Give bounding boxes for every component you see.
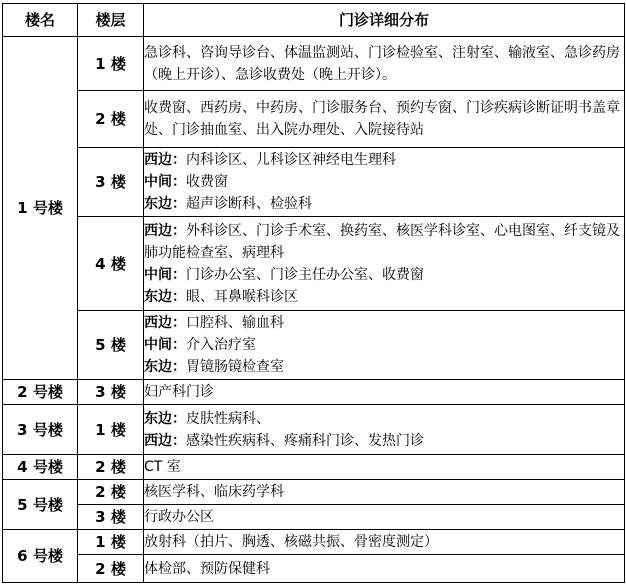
detail-line (144, 171, 624, 193)
zone-label: 东边： (144, 359, 186, 375)
table-row (3, 480, 625, 505)
zone-label: 西边： (144, 152, 186, 168)
detail-line (144, 149, 624, 171)
floor-label: 5 楼 (78, 311, 144, 380)
floor-detail (144, 455, 625, 480)
detail-line (144, 264, 624, 286)
table-row (3, 555, 625, 583)
detail-text: 收费窗 (186, 174, 228, 190)
detail-line (144, 356, 624, 378)
detail-text: 放射科（拍片、胸透、核磁共振、骨密度测定） (144, 534, 438, 550)
floor-label: 2 楼 (78, 455, 144, 480)
zone-label: 中间： (144, 337, 186, 353)
detail-text: 感染性疾病科、疼痛科门诊、发热门诊 (186, 432, 424, 449)
table-row (3, 91, 625, 148)
detail-text: 内科诊区、儿科诊区神经电生理科 (186, 152, 396, 168)
building-name: 1 号楼 (3, 37, 78, 380)
floor-detail (144, 480, 625, 505)
detail-text: 核医学科、临床药学科 (144, 484, 284, 500)
floor-label: 4 楼 (78, 217, 144, 311)
detail-text: 超声诊断科、检验科 (186, 196, 312, 212)
floor-detail (144, 505, 625, 530)
zone-label: 东边： (144, 410, 186, 427)
floor-label: 2 楼 (78, 480, 144, 505)
detail-text: 胃镜肠镜检查室 (186, 359, 284, 375)
zone-label: 东边： (144, 196, 186, 212)
zone-label: 西边： (144, 222, 186, 239)
detail-text: 口腔科、输血科 (186, 315, 284, 331)
floor-label: 3 楼 (78, 380, 144, 405)
floor-label: 3 楼 (78, 148, 144, 217)
floor-label: 2 楼 (78, 91, 144, 148)
detail-line (144, 430, 624, 452)
zone-label: 西边： (144, 432, 186, 449)
building-name: 2 号楼 (3, 380, 78, 405)
zone-label: 西边： (144, 315, 186, 331)
detail-text: 介入治疗室 (186, 337, 256, 353)
floor-detail (144, 217, 625, 311)
detail-text: 收费窗、西药房、中药房、门诊服务台、预约专窗、门诊疾病诊断证明书盖章处、门诊抽血室、出入院办理处、入院接待站 (144, 100, 620, 138)
floor-label: 3 楼 (78, 505, 144, 530)
building-name: 5 号楼 (3, 480, 78, 530)
table-row (3, 505, 625, 530)
detail-line (144, 286, 624, 308)
building-name: 3 号楼 (3, 405, 78, 455)
floor-detail (144, 555, 625, 583)
detail-line (144, 408, 624, 430)
detail-line (144, 220, 624, 264)
hospital-directory-table (2, 3, 625, 583)
detail-text: 门诊办公室、门诊主任办公室、收费窗 (186, 266, 424, 283)
zone-label: 中间： (144, 266, 186, 283)
detail-line (144, 193, 624, 215)
header-building: 楼名 (3, 4, 78, 37)
header-floor: 楼层 (78, 4, 144, 37)
table-row (3, 530, 625, 555)
table-row (3, 37, 625, 91)
detail-text: 急诊科、咨询导诊台、体温监测站、门诊检验室、注射室、输液室、急诊药房（晚上开诊）、急诊收费处（晚上开诊）。 (144, 44, 620, 83)
floor-detail (144, 530, 625, 555)
floor-label: 2 楼 (78, 555, 144, 583)
table-row (3, 217, 625, 311)
detail-text: 外科诊区、门诊手术室、换药室、核医学科诊室、心电图室、纤支镜及肺功能检查室、病理科 (144, 222, 620, 261)
table-row (3, 148, 625, 217)
table-row (3, 455, 625, 480)
floor-detail (144, 380, 625, 405)
floor-detail (144, 405, 625, 455)
floor-detail (144, 148, 625, 217)
header-detail: 门诊详细分布 (144, 4, 625, 37)
floor-label: 1 楼 (78, 37, 144, 91)
floor-detail (144, 311, 625, 380)
detail-line (144, 312, 624, 334)
detail-text: 体检部、预防保健科 (144, 560, 270, 577)
table-row (3, 311, 625, 380)
zone-label: 东边： (144, 288, 186, 305)
detail-text: 皮肤性病科、 (186, 410, 270, 427)
building-name: 4 号楼 (3, 455, 78, 480)
header-row (3, 4, 625, 37)
floor-label: 1 楼 (78, 530, 144, 555)
detail-line (144, 334, 624, 356)
building-name: 6 号楼 (3, 530, 78, 583)
detail-text: 妇产科门诊 (144, 384, 214, 400)
table-row (3, 405, 625, 455)
table-row (3, 380, 625, 405)
detail-text: CT 室 (144, 459, 181, 475)
floor-detail (144, 37, 625, 91)
floor-label: 1 楼 (78, 405, 144, 455)
detail-text: 行政办公区 (144, 509, 214, 525)
floor-detail (144, 91, 625, 148)
detail-text: 眼、耳鼻喉科诊区 (186, 288, 298, 305)
zone-label: 中间： (144, 174, 186, 190)
